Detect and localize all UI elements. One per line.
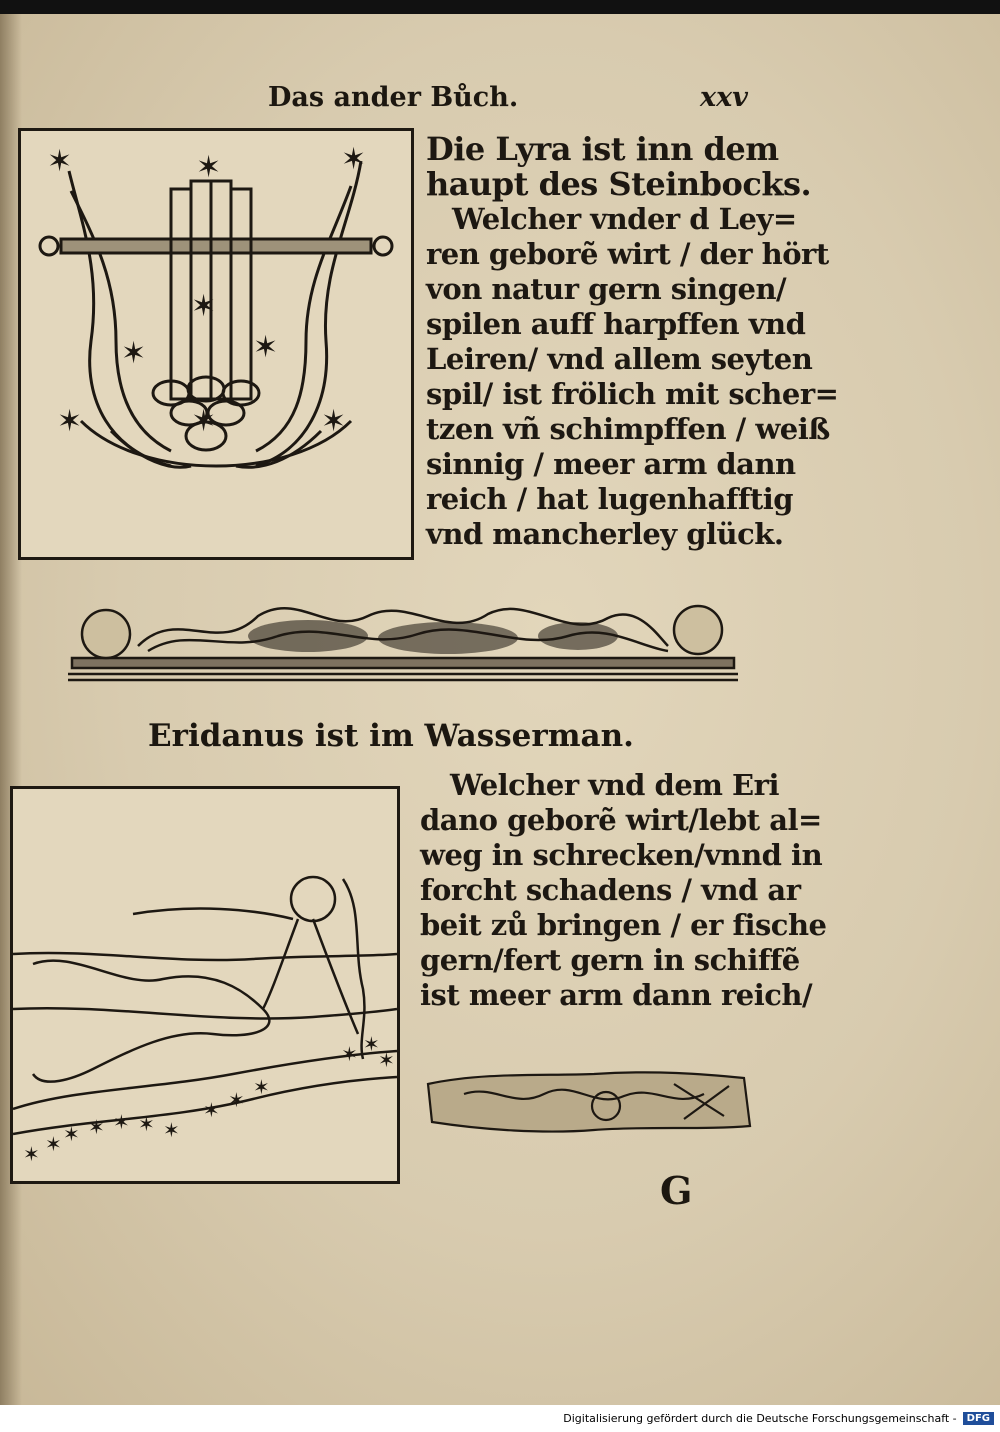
text-line: ren geborẽ wirt / der hört bbox=[426, 237, 829, 271]
digitization-credit: Digitalisierung gefördert durch die Deutsche Forschungsgemeinschaft - bbox=[563, 1412, 957, 1425]
signature-mark: G bbox=[660, 1168, 693, 1213]
svg-text:✶: ✶ bbox=[196, 150, 222, 185]
text-line: sinnig / meer arm dann bbox=[426, 447, 796, 481]
text-line: Welcher vnd dem Eri bbox=[450, 768, 779, 802]
footer-bar bbox=[0, 1405, 1000, 1432]
text-line: beit zů bringen / er fische bbox=[420, 908, 827, 942]
svg-text:✶: ✶ bbox=[138, 1112, 155, 1136]
eridanus-text bbox=[420, 768, 826, 1013]
svg-text:✶: ✶ bbox=[253, 330, 279, 365]
svg-text:✶: ✶ bbox=[321, 404, 347, 439]
svg-text:✶: ✶ bbox=[121, 336, 147, 371]
svg-text:✶: ✶ bbox=[163, 1118, 180, 1142]
text-line: dano geborẽ wirt/lebt al= bbox=[420, 803, 822, 837]
svg-text:✶: ✶ bbox=[45, 1132, 62, 1156]
svg-text:✶: ✶ bbox=[47, 144, 73, 179]
svg-text:✶: ✶ bbox=[228, 1088, 245, 1112]
lyra-text bbox=[426, 132, 838, 552]
svg-text:✶: ✶ bbox=[23, 1142, 40, 1166]
text-line: von natur gern singen/ bbox=[426, 272, 787, 306]
svg-text:✶: ✶ bbox=[191, 404, 217, 439]
text-line: reich / hat lugenhafftig bbox=[426, 482, 794, 516]
running-head: Das ander Bůch. bbox=[268, 82, 519, 113]
svg-text:✶: ✶ bbox=[363, 1032, 380, 1056]
eridanus-illustration bbox=[13, 789, 397, 1181]
text-line: haupt des Steinbocks. bbox=[426, 165, 812, 203]
eridanus-heading: Eridanus ist im Wasserman. bbox=[148, 718, 634, 754]
svg-text:✶: ✶ bbox=[203, 1098, 220, 1122]
ornament-band bbox=[68, 596, 738, 686]
text-line: ist meer arm dann reich/ bbox=[420, 978, 813, 1012]
text-line: vnd mancherley glück. bbox=[426, 517, 784, 551]
lyra-illustration bbox=[21, 131, 411, 557]
svg-text:✶: ✶ bbox=[341, 1042, 358, 1066]
svg-text:✶: ✶ bbox=[253, 1075, 270, 1099]
svg-text:✶: ✶ bbox=[191, 289, 217, 324]
text-line: Die Lyra ist inn dem bbox=[426, 130, 779, 168]
text-line: Leiren/ vnd allem seyten bbox=[426, 342, 813, 376]
svg-text:✶: ✶ bbox=[88, 1115, 105, 1139]
eridanus-woodcut bbox=[10, 786, 400, 1184]
lyra-woodcut bbox=[18, 128, 414, 560]
svg-text:✶: ✶ bbox=[57, 404, 83, 439]
text-line: spilen auff harpffen vnd bbox=[426, 307, 806, 341]
text-line: tzen vñ schimpffen / weiß bbox=[426, 412, 830, 446]
text-line: gern/fert gern in schiffẽ bbox=[420, 943, 800, 977]
svg-text:✶: ✶ bbox=[378, 1048, 395, 1072]
svg-text:✶: ✶ bbox=[341, 142, 367, 177]
svg-text:✶: ✶ bbox=[113, 1110, 130, 1134]
svg-text:✶: ✶ bbox=[63, 1122, 80, 1146]
dfg-logo: DFG bbox=[963, 1412, 994, 1425]
text-line: spil/ ist frölich mit scher= bbox=[426, 377, 839, 411]
scan-border-top bbox=[0, 0, 1000, 14]
text-line: weg in schrecken/vnnd in bbox=[420, 838, 823, 872]
text-line: forcht schadens / vnd ar bbox=[420, 873, 801, 907]
text-line: Welcher vnder d Ley= bbox=[452, 202, 797, 236]
tailpiece-ornament bbox=[424, 1064, 756, 1140]
folio-number: xxv bbox=[700, 82, 748, 113]
